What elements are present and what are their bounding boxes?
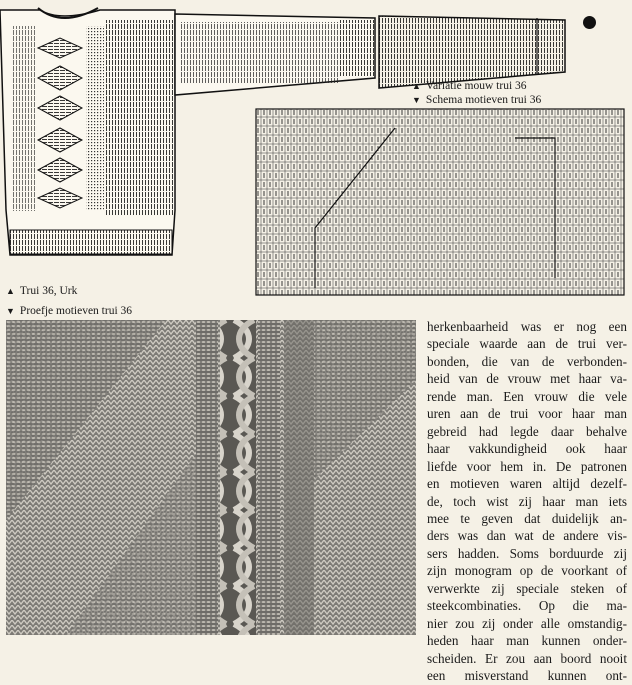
body-text-line: nier zou zij onder alle omstandig-	[427, 615, 627, 631]
caption-sweater: ▲ Trui 36, Urk	[6, 285, 78, 297]
body-text-line: mee te geven dat duidelijk an-	[427, 510, 627, 526]
body-text-line: scheiden. Er zou aan boord nooit	[427, 650, 627, 666]
body-text-line: ders was dan wat de andere vis-	[427, 528, 627, 544]
swatch-photo	[6, 320, 416, 635]
body-text-line: haar vakkundigheid ook haar	[427, 441, 627, 457]
caption-swatch: ▼ Proefje motieven trui 36	[6, 305, 133, 317]
body-text-line: sers hadden. Soms borduurde zij	[427, 545, 627, 561]
body-text-line: herkenbaarheid was er nog een	[427, 319, 627, 334]
motif-chart	[255, 108, 627, 298]
body-text-line: de, toch wist zij haar man iets	[427, 493, 627, 509]
caption-motif-chart: ▼ Schema motieven trui 36	[412, 94, 542, 106]
body-text-line: liefde voor hem in. De patronen	[427, 458, 627, 474]
body-text-line: rende man. Een vrouw die vele	[427, 388, 627, 404]
body-text-line: een misverstand kunnen ont-	[427, 668, 627, 684]
body-text-line: speciale waarde aan de trui ver-	[427, 336, 627, 352]
bullet-icon	[583, 16, 596, 29]
caption-sleeve-variation: ▲ Variatie mouw trui 36	[412, 80, 527, 92]
body-text-line: heid van de vrouw met haar va-	[427, 371, 627, 387]
body-text-line: heden haar man kunnen onder-	[427, 633, 627, 649]
body-text	[427, 318, 627, 685]
body-text-line: steekcombinaties. Op die ma-	[427, 598, 627, 614]
body-text-line: uren aan de trui voor haar man	[427, 406, 627, 422]
body-text-line: en motieven waren altijd dezelf-	[427, 476, 627, 492]
body-text-line: bonden, die van de verbonden-	[427, 353, 627, 369]
body-text-line: zijn monogram op de voorkant of	[427, 563, 627, 579]
body-text-line: gebreid had legde daar behalve	[427, 423, 627, 439]
body-text-line: verwerkte zij speciale steken of	[427, 580, 627, 596]
